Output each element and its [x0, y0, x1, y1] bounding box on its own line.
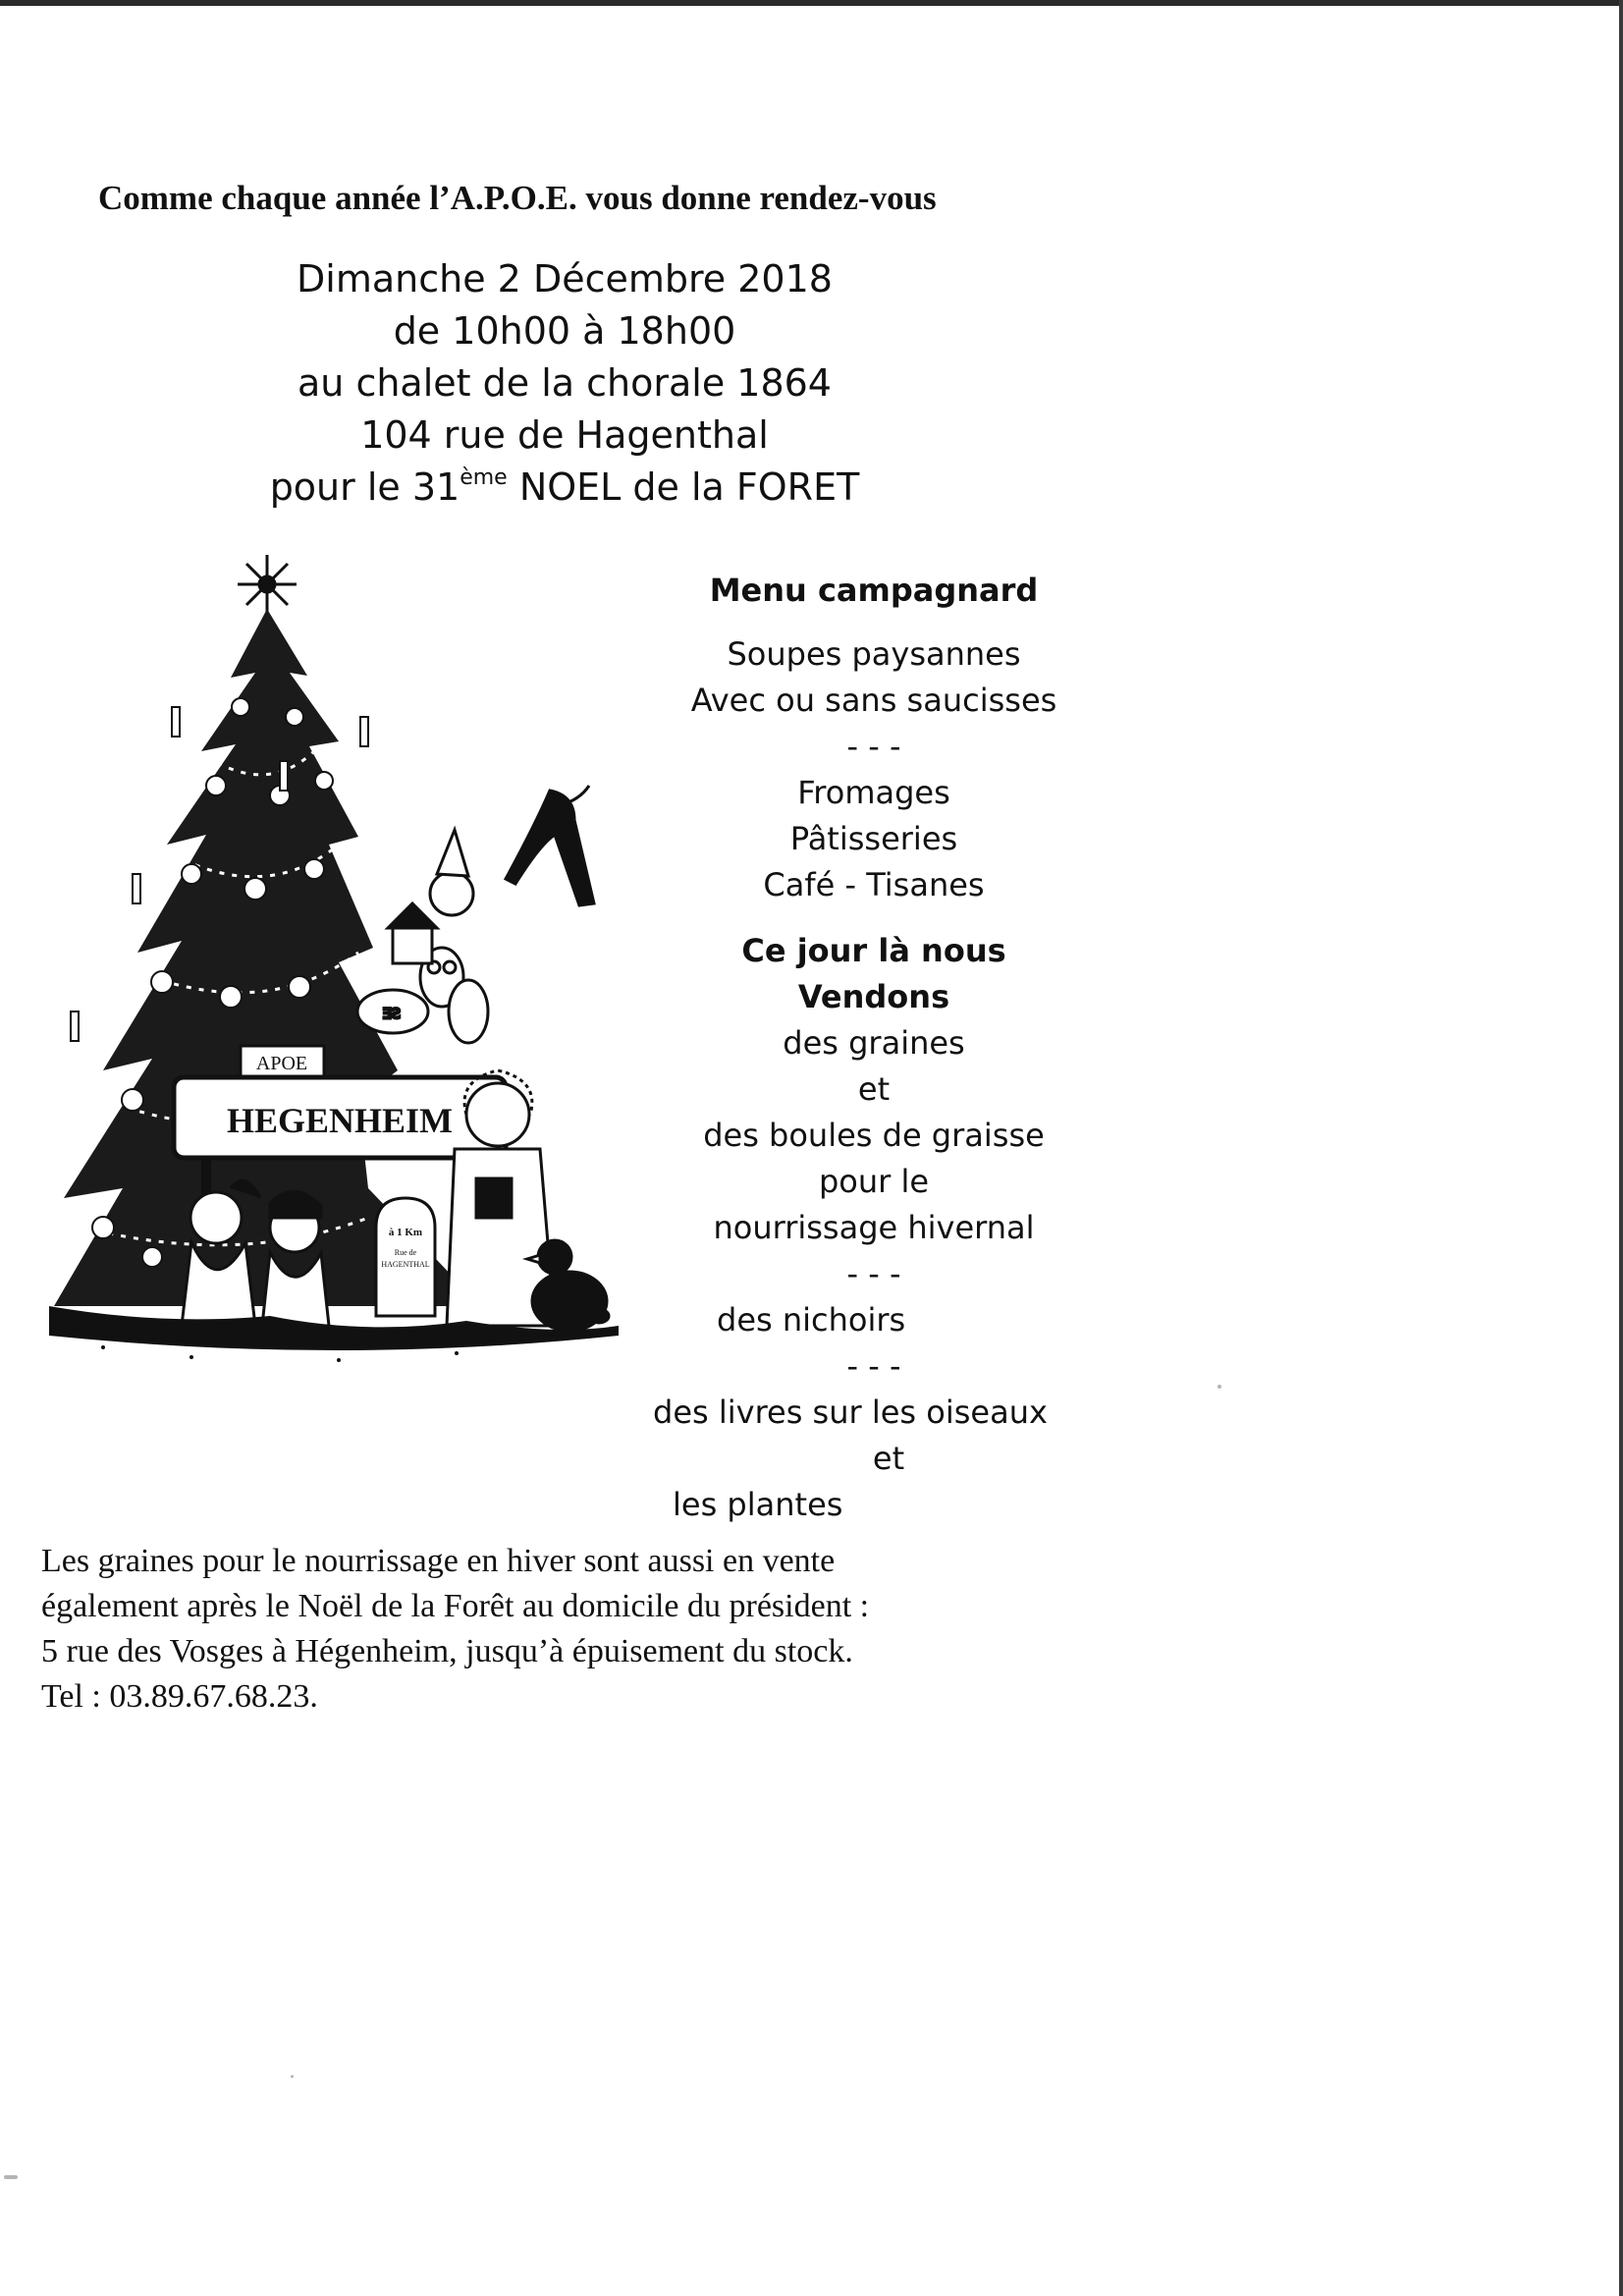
birdhouse-text: ƎƧ	[383, 1007, 401, 1022]
event-details	[226, 253, 903, 514]
hedgehog-icon	[357, 990, 428, 1033]
event-title-suffix: NOEL de la FORET	[507, 465, 860, 509]
sign-town-text: HEGENHEIM	[226, 1101, 454, 1140]
menu-separator: - - -	[846, 1347, 901, 1385]
sale-heading: Ce jour là nous	[741, 932, 1006, 969]
sale-item: nourrissage hivernal	[713, 1209, 1035, 1246]
event-hours: de 10h00 à 18h00	[393, 309, 736, 353]
scan-speck	[1217, 1385, 1221, 1389]
milestone-town-text: HAGENTHAL	[381, 1260, 430, 1269]
footer-phone: Tel : 03.89.67.68.23.	[41, 1678, 318, 1715]
footer-notice	[41, 1539, 869, 1720]
tree-star-icon	[238, 555, 297, 614]
milestone-road-text: Rue de	[394, 1248, 417, 1257]
event-date: Dimanche 2 Décembre 2018	[297, 257, 833, 301]
gnome-icon	[430, 830, 473, 915]
magpie-icon	[506, 786, 594, 905]
sale-item: les plantes	[673, 1486, 843, 1523]
scan-border-right	[1619, 0, 1623, 2296]
intro-line: Comme chaque année l’A.P.O.E. vous donne rendez-vous	[98, 179, 937, 217]
sale-item: des livres sur les oiseaux	[653, 1394, 1048, 1431]
scan-border-top	[0, 0, 1623, 6]
menu-item: Fromages	[797, 774, 950, 811]
christmas-tree-illustration	[44, 550, 623, 1370]
event-place: au chalet de la chorale 1864	[298, 361, 832, 405]
event-address: 104 rue de Hagenthal	[360, 413, 769, 457]
menu-separator: - - -	[846, 728, 901, 765]
menu-item: Pâtisseries	[789, 820, 958, 857]
sign-apoe-text: APOE	[255, 1053, 308, 1074]
event-title-prefix: pour le 31	[269, 465, 460, 509]
milestone	[376, 1198, 435, 1316]
event-title-superscript: ème	[460, 465, 508, 490]
sale-item: des graines	[783, 1024, 965, 1062]
menu-heading: Menu campagnard	[709, 572, 1039, 609]
small-bird-icon	[577, 1310, 601, 1329]
menu-item: Avec ou sans saucisses	[690, 682, 1057, 719]
sale-heading: Vendons	[797, 978, 950, 1015]
footer-line: 5 rue des Vosges à Hégenheim, jusqu’à épuisement du stock.	[41, 1633, 853, 1669]
sale-item: et	[872, 1440, 905, 1477]
event-title	[226, 462, 903, 514]
menu-item: Café - Tisanes	[763, 866, 985, 903]
sale-item: des nichoirs	[717, 1301, 906, 1339]
menu-block	[638, 568, 1109, 1528]
footer-line: également après le Noël de la Forêt au domicile du président :	[41, 1588, 870, 1624]
scan-speck	[291, 2075, 294, 2078]
birdhouse-icon	[388, 903, 437, 963]
footer-line: Les graines pour le nourrissage en hiver sont aussi en vente	[41, 1543, 836, 1579]
menu-separator: - - -	[846, 1255, 901, 1292]
milestone-distance-text: à 1 Km	[388, 1227, 423, 1238]
sale-item: pour le	[818, 1163, 930, 1200]
sale-item: et	[857, 1070, 891, 1108]
scan-speck	[4, 2175, 18, 2179]
sale-item: des boules de graisse	[703, 1117, 1045, 1154]
menu-item: Soupes paysannes	[727, 635, 1021, 673]
